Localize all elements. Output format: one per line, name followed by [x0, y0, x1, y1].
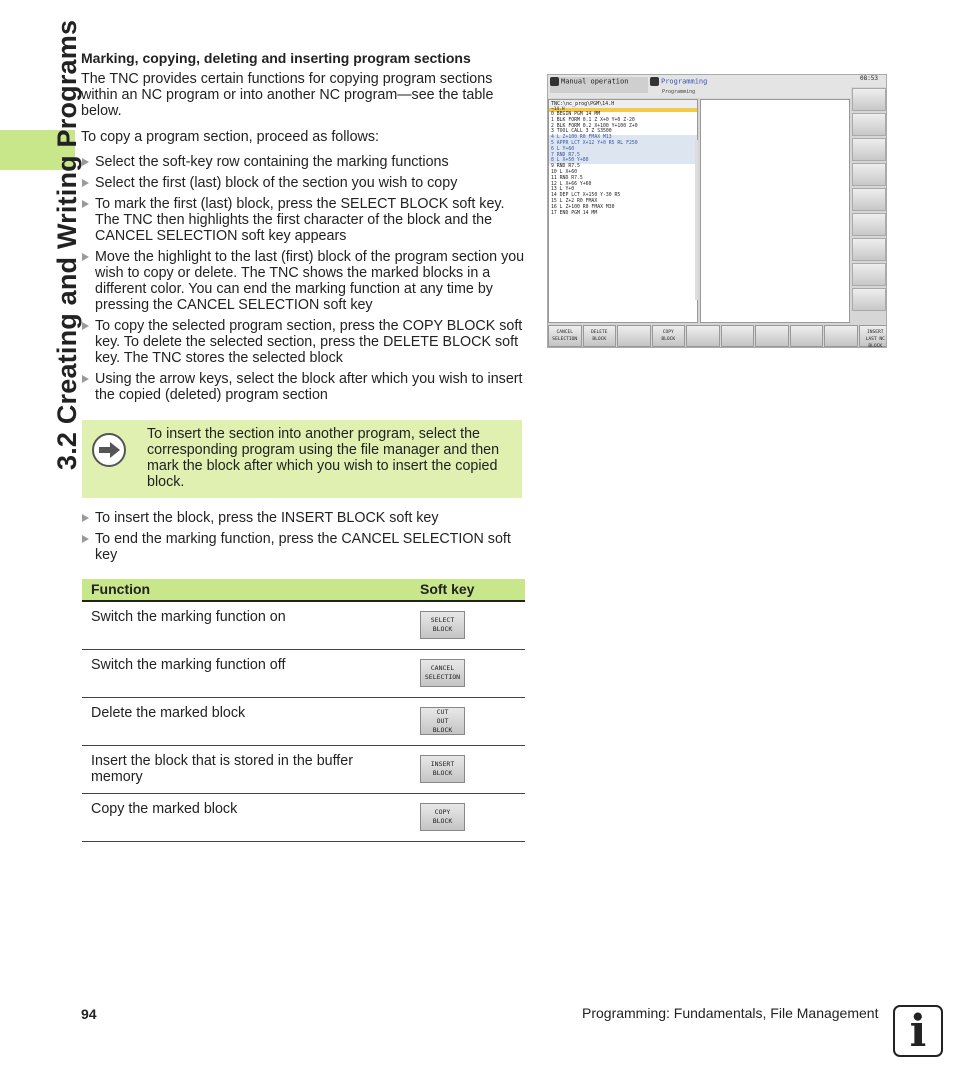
tip-note [82, 420, 522, 498]
copy-block-softkey: COPY BLOCK [420, 803, 465, 831]
blank-key [790, 325, 824, 347]
side-softkey [852, 188, 886, 211]
nc-line: 9 RND R7.5 [551, 164, 580, 170]
cancel-selection-key: CANCEL SELECTION [548, 325, 582, 347]
scrollbar [695, 140, 698, 300]
nc-line-marked: 8 L X+50 Y+80 [549, 158, 697, 164]
cut-out-block-softkey: CUT OUT BLOCK [420, 707, 465, 735]
step-item: Using the arrow keys, select the block after which you wish to insert the copied (deleted) program section [81, 371, 526, 403]
mode-bar [548, 75, 851, 98]
step-item: Select the soft-key row containing the marking functions [81, 154, 526, 170]
arrow-right-icon [92, 433, 126, 467]
blank-key [755, 325, 789, 347]
softkey-table [82, 579, 525, 842]
page-number: 94 [81, 1006, 97, 1022]
step-item: To mark the first (last) block, press the SELECT BLOCK soft key. The TNC then highlights the first character of the block and the CANCEL SELECTION soft key appears [81, 196, 526, 244]
intro-paragraph: The TNC provides certain functions for copying program sections within an NC program or into another NC program—see the table below. [81, 71, 494, 119]
nc-line-marked: 4 L Z+100 R0 FMAX M13 [549, 135, 697, 141]
side-softkey [852, 263, 886, 286]
side-softkey [852, 138, 886, 161]
function-desc: Insert the block that is stored in the buffer memory [91, 753, 353, 785]
step-item: Select the first (last) block of the section you wish to copy [81, 175, 526, 191]
nc-line-marked: 7 RND R7.5 [549, 153, 697, 159]
delete-block-key: DELETE BLOCK [583, 325, 617, 347]
nc-line: 2 BLK FORM 0.2 X+100 Y+100 Z+0 [551, 123, 638, 129]
program-window [548, 99, 698, 323]
copy-intro: To copy a program section, proceed as follows: [81, 129, 380, 145]
bullet-arrow-icon [82, 514, 89, 522]
table-header [82, 579, 525, 602]
side-softkey [852, 213, 886, 236]
chapter-side-title: 3.2 Creating and Writing Programs [52, 19, 82, 470]
bullet-arrow-icon [82, 322, 89, 330]
side-softkey [852, 163, 886, 186]
table-row [82, 746, 525, 794]
step-item: To end the marking function, press the CANCEL SELECTION soft key [81, 531, 526, 563]
manual-mode-icon [550, 77, 559, 86]
nc-line: 11 RND R7.5 [551, 175, 583, 181]
nc-line: 10 L X+60 [551, 169, 577, 175]
bottom-softkey-row [548, 325, 887, 348]
graphics-window [700, 99, 850, 323]
function-desc: Switch the marking function on [91, 609, 286, 625]
nc-line: 16 L Z+100 R0 FMAX M30 [551, 204, 615, 210]
clock: 08:53 [851, 75, 887, 87]
bullet-arrow-icon [82, 179, 89, 187]
info-icon: i [893, 1005, 943, 1057]
table-row [82, 698, 525, 746]
step-item: Move the highlight to the last (first) block of the program section you wish to copy or delete. The TNC shows the marked blocks in a different color. You can end the marking function at any time by pressing the CANCEL SELECTION soft key [81, 249, 526, 313]
program-path: TNC:\nc_prog\PGM\14.H [549, 100, 697, 108]
side-softkey [852, 288, 886, 311]
section-title: Marking, copying, deleting and inserting program sections [81, 50, 471, 66]
side-softkey [852, 113, 886, 136]
programming-mode-icon [650, 77, 659, 86]
side-softkey [852, 88, 886, 111]
nc-line: 1 BLK FORM 0.1 Z X+0 Y+0 Z-20 [551, 117, 635, 123]
nc-line: 0 BEGIN PGM 14 MM [551, 112, 601, 117]
table-row [82, 794, 525, 842]
file-header: →14.H [549, 108, 697, 112]
step-item: To copy the selected program section, press the COPY BLOCK soft key. To delete the selected section, press the DELETE BLOCK soft key. The TNC stores the selected block [81, 318, 526, 366]
bullet-arrow-icon [82, 375, 89, 383]
blank-key [721, 325, 755, 347]
vertical-softkeys [851, 87, 887, 313]
nc-line: 17 END PGM 14 MM [551, 210, 598, 216]
insert-block-softkey: INSERT BLOCK [420, 755, 465, 783]
insert-last-nc-block-key: INSERT LAST NC BLOCK [859, 325, 888, 347]
blank-key [824, 325, 858, 347]
col-softkey: Soft key [420, 581, 475, 597]
col-function: Function [91, 581, 151, 597]
bullet-arrow-icon [82, 253, 89, 261]
copy-block-key: COPY BLOCK [652, 325, 686, 347]
step-item: To insert the block, press the INSERT BLOCK soft key [81, 510, 526, 526]
cancel-selection-softkey: CANCEL SELECTION [420, 659, 465, 687]
bullet-arrow-icon [82, 158, 89, 166]
function-desc: Delete the marked block [91, 705, 246, 721]
nc-line: 3 TOOL CALL 3 Z S3500 [551, 129, 612, 135]
blank-key [617, 325, 651, 347]
mode-programming: Programming Programming [650, 77, 770, 93]
nc-line: 12 L X+66 Y+60 [551, 181, 592, 187]
bullet-arrow-icon [82, 200, 89, 208]
bullet-arrow-icon [82, 535, 89, 543]
nc-line: 14 DEP LCT X+150 Y-30 R5 [551, 193, 621, 199]
tnc-screenshot [547, 74, 887, 348]
footer-title: Programming: Fundamentals, File Management [582, 1005, 879, 1021]
blank-key [686, 325, 720, 347]
nc-line-marked: 5 APPR LCT X+12 Y+0 R5 RL F250 [549, 141, 697, 147]
table-row [82, 602, 525, 650]
select-block-softkey: SELECT BLOCK [420, 611, 465, 639]
nc-line-marked: 6 L Y+60 [549, 147, 697, 153]
nc-line: 15 L Z+2 R0 FMAX [551, 198, 598, 204]
mode-manual: Manual operation [550, 77, 648, 93]
table-row [82, 650, 525, 698]
function-desc: Switch the marking function off [91, 657, 286, 673]
note-text: To insert the section into another program, select the corresponding program using the file manager and then mark the block after which you wish to insert the copied block. [147, 426, 500, 490]
side-softkey [852, 238, 886, 261]
nc-line: 13 L Y+0 [551, 187, 575, 193]
function-desc: Copy the marked block [91, 801, 238, 817]
